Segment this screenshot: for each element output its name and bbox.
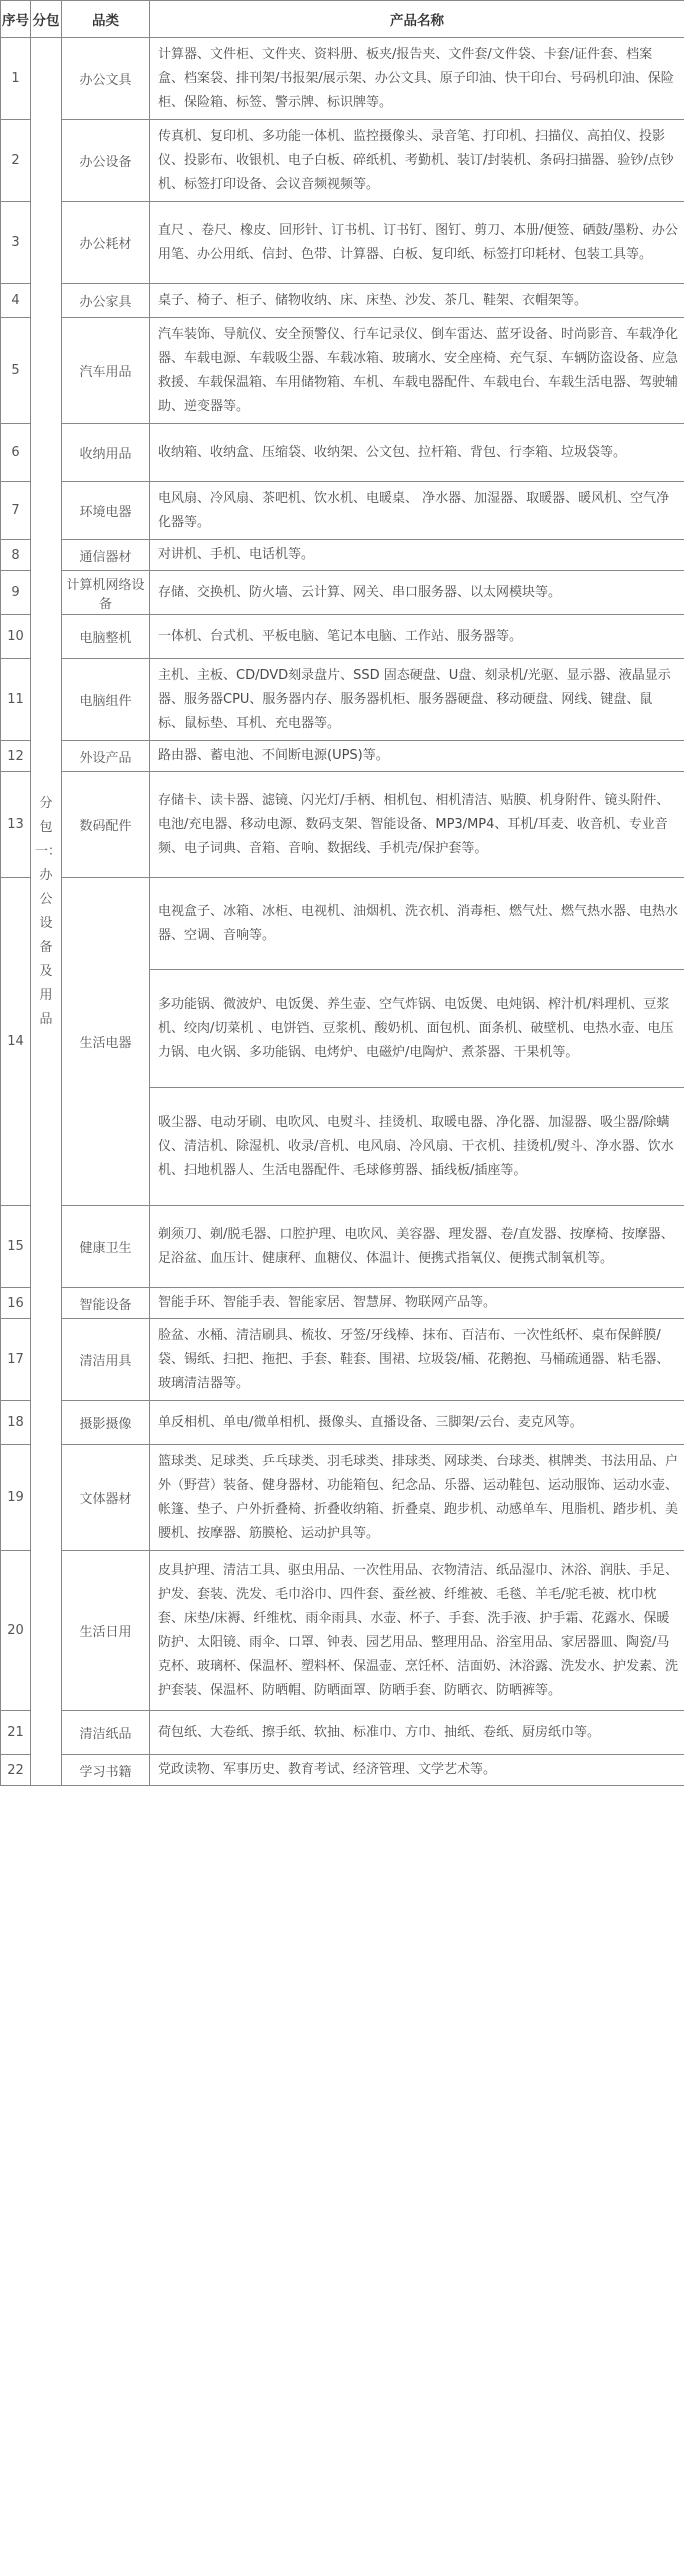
- category-cell: 计算机网络设备: [62, 571, 150, 615]
- category-cell: 数码配件: [62, 772, 150, 878]
- products-cell: 直尺 、卷尺、橡皮、回形针、订书机、订书钉、图钉、剪刀、本册/便签、硒鼓/墨粉、办公用笔、办公用纸、信封、色带、计算器、白板、复印纸、标签打印耗材、包装工具等。: [150, 202, 684, 284]
- row-index: 12: [1, 741, 31, 772]
- table-row: [1, 1445, 684, 1551]
- products-cell: 皮具护理、清洁工具、驱虫用品、一次性用品、衣物清洁、纸品湿巾、沐浴、润肤、手足、护发、套装、洗发、毛巾浴巾、四件套、蚕丝被、纤维被、毛毯、羊毛/驼毛被、枕巾枕套、床垫/床褥、纤维枕、雨伞雨具、水壶、杯子、手套、洗手液、护手霜、花露水、保暖防护、太阳镜、雨伞、口罩、钟表、园艺用品、整理用品、浴室用品、家居器皿、陶瓷/马克杯、玻璃杯、保温杯、塑料杯、保温壶、烹饪杯、洁面奶、沐浴露、洗发水、护发素、洗护套装、保温杯、防晒帽、防晒面罩、防晒手套、防晒衣、防晒裤等。: [150, 1551, 684, 1711]
- row-index: 2: [1, 120, 31, 202]
- category-cell: 健康卫生: [62, 1206, 150, 1288]
- header-package: 分包: [31, 1, 62, 38]
- category-cell: 通信器材: [62, 540, 150, 571]
- table-row: [1, 424, 684, 482]
- category-cell: 办公耗材: [62, 202, 150, 284]
- table-row: [1, 120, 684, 202]
- products-cell: 多功能锅、微波炉、电饭煲、养生壶、空气炸锅、电饭煲、电炖锅、榨汁机/料理机、豆浆机、绞肉/切菜机 、电饼铛、豆浆机、酸奶机、面包机、面条机、破壁机、电热水壶、电压力锅、电火锅、多功能锅、电烤炉、电磁炉/电陶炉、煮茶器、干果机等。: [150, 970, 684, 1088]
- row-index: 21: [1, 1711, 31, 1755]
- products-cell: 电视盒子、冰箱、冰柜、电视机、油烟机、洗衣机、消毒柜、燃气灶、燃气热水器、电热水器、空调、音响等。: [150, 878, 684, 970]
- products-cell: 计算器、文件柜、文件夹、资料册、板夹/报告夹、文件套/文件袋、卡套/证件套、档案盒、档案袋、排刊架/书报架/展示架、办公文具、原子印油、快干印台、号码机印油、保险柜、保险箱、标签、警示牌、标识牌等。: [150, 38, 684, 120]
- row-index: 9: [1, 571, 31, 615]
- products-cell: 荷包纸、大卷纸、擦手纸、软抽、标准巾、方巾、抽纸、卷纸、厨房纸巾等。: [150, 1711, 684, 1755]
- table-row: [1, 1288, 684, 1319]
- table-row: [1, 1551, 684, 1711]
- row-index: 20: [1, 1551, 31, 1711]
- category-cell: 生活电器: [62, 878, 150, 1206]
- table-row: [1, 571, 684, 615]
- header-index: 序号: [1, 1, 31, 38]
- table-row: [1, 318, 684, 424]
- products-cell: 汽车装饰、导航仪、安全预警仪、行车记录仪、倒车雷达、蓝牙设备、时尚影音、车载净化器、车载电源、车载吸尘器、车载冰箱、玻璃水、安全座椅、充气泵、车辆防盗设备、应急救援、车载保温箱、车用储物箱、车机、车载电器配件、车载电台、车载生活电器、驾驶辅助、逆变器等。: [150, 318, 684, 424]
- row-index: 7: [1, 482, 31, 540]
- products-cell: 主机、主板、CD/DVD刻录盘片、SSD 固态硬盘、U盘、刻录机/光驱、显示器、液晶显示器、服务器CPU、服务器内存、服务器机柜、服务器硬盘、移动硬盘、网线、键盘、鼠标、鼠标垫、耳机、充电器等。: [150, 659, 684, 741]
- row-index: 15: [1, 1206, 31, 1288]
- products-cell: 党政读物、军事历史、教育考试、经济管理、文学艺术等。: [150, 1755, 684, 1786]
- category-cell: 汽车用品: [62, 318, 150, 424]
- table-row: [1, 482, 684, 540]
- category-cell: 环境电器: [62, 482, 150, 540]
- category-cell: 文体器材: [62, 1445, 150, 1551]
- table-header-row: [1, 1, 684, 38]
- table-row: [1, 772, 684, 878]
- table-row: [1, 1206, 684, 1288]
- header-products: 产品名称: [150, 1, 684, 38]
- header-category: 品类: [62, 1, 150, 38]
- category-cell: 办公文具: [62, 38, 150, 120]
- products-cell: 收纳箱、收纳盒、压缩袋、收纳架、公文包、拉杆箱、背包、行李箱、垃圾袋等。: [150, 424, 684, 482]
- products-cell: 篮球类、足球类、乒乓球类、羽毛球类、排球类、网球类、台球类、棋牌类、书法用品、户外（野营）装备、健身器材、功能箱包、纪念品、乐器、运动鞋包、运动服饰、运动水壶、帐篷、垫子、户外折叠椅、折叠收纳箱、折叠桌、跑步机、动感单车、甩脂机、踏步机、美腰机、按摩器、筋膜枪、运动护具等。: [150, 1445, 684, 1551]
- products-cell: 对讲机、手机、电话机等。: [150, 540, 684, 571]
- row-index: 13: [1, 772, 31, 878]
- products-cell: 智能手环、智能手表、智能家居、智慧屏、物联网产品等。: [150, 1288, 684, 1319]
- category-cell: 生活日用: [62, 1551, 150, 1711]
- category-cell: 办公设备: [62, 120, 150, 202]
- products-cell: 单反相机、单电/微单相机、摄像头、直播设备、三脚架/云台、麦克风等。: [150, 1401, 684, 1445]
- category-cell: 清洁用具: [62, 1319, 150, 1401]
- products-cell: 存储卡、读卡器、滤镜、闪光灯/手柄、相机包、相机清洁、贴膜、机身附件、镜头附件、电池/充电器、移动电源、数码支架、智能设备、MP3/MP4、耳机/耳麦、收音机、专业音频、电子词典、音箱、音响、数据线、手机壳/保护套等。: [150, 772, 684, 878]
- row-index: 16: [1, 1288, 31, 1319]
- row-index: 1: [1, 38, 31, 120]
- row-index: 11: [1, 659, 31, 741]
- category-cell: 电脑组件: [62, 659, 150, 741]
- category-cell: 智能设备: [62, 1288, 150, 1319]
- table-row: [1, 615, 684, 659]
- row-index: 3: [1, 202, 31, 284]
- row-index: 4: [1, 284, 31, 318]
- row-index: 14: [1, 878, 31, 1206]
- table-row: [1, 202, 684, 284]
- products-cell: 剃须刀、剃/脱毛器、口腔护理、电吹风、美容器、理发器、卷/直发器、按摩椅、按摩器、足浴盆、血压计、健康秤、血糖仪、体温计、便携式指氧仪、便携式制氧机等。: [150, 1206, 684, 1288]
- row-index: 18: [1, 1401, 31, 1445]
- package-cell: 分包一：办公设备及用品: [31, 38, 62, 1786]
- table-row: [1, 38, 684, 120]
- table-row: [1, 1711, 684, 1755]
- table-row: [1, 878, 684, 970]
- products-cell: 一体机、台式机、平板电脑、笔记本电脑、工作站、服务器等。: [150, 615, 684, 659]
- category-cell: 清洁纸品: [62, 1711, 150, 1755]
- row-index: 5: [1, 318, 31, 424]
- category-cell: 办公家具: [62, 284, 150, 318]
- products-cell: 存储、交换机、防火墙、云计算、网关、串口服务器、以太网模块等。: [150, 571, 684, 615]
- table-row: [1, 659, 684, 741]
- table-row: [1, 1755, 684, 1786]
- products-cell: 脸盆、水桶、清洁刷具、梳妆、牙签/牙线棒、抹布、百洁布、一次性纸杯、桌布保鲜膜/袋、锡纸、扫把、拖把、手套、鞋套、围裙、垃圾袋/桶、花鹅抱、马桶疏通器、粘毛器、玻璃清洁器等。: [150, 1319, 684, 1401]
- products-cell: 传真机、复印机、多功能一体机、监控摄像头、录音笔、打印机、扫描仪、高拍仪、投影仪、投影布、收银机、电子白板、碎纸机、考勤机、装订/封装机、条码扫描器、验钞/点钞机、标签打印设备、会议音频视频等。: [150, 120, 684, 202]
- row-index: 17: [1, 1319, 31, 1401]
- row-index: 10: [1, 615, 31, 659]
- table-row: [1, 1319, 684, 1401]
- table-row: [1, 284, 684, 318]
- category-cell: 外设产品: [62, 741, 150, 772]
- category-cell: 收纳用品: [62, 424, 150, 482]
- category-cell: 摄影摄像: [62, 1401, 150, 1445]
- row-index: 19: [1, 1445, 31, 1551]
- row-index: 6: [1, 424, 31, 482]
- category-cell: 电脑整机: [62, 615, 150, 659]
- products-cell: 电风扇、冷风扇、茶吧机、饮水机、电暖桌、 净水器、加湿器、取暖器、暖风机、空气净化器等。: [150, 482, 684, 540]
- row-index: 22: [1, 1755, 31, 1786]
- table-row: [1, 540, 684, 571]
- products-cell: 吸尘器、电动牙刷、电吹风、电熨斗、挂烫机、取暖电器、净化器、加湿器、吸尘器/除螨仪、清洁机、除湿机、收录/音机、电风扇、冷风扇、干衣机、挂烫机/熨斗、净水器、饮水机、扫地机器人、生活电器配件、毛球修剪器、插线板/插座等。: [150, 1088, 684, 1206]
- row-index: 8: [1, 540, 31, 571]
- products-cell: 桌子、椅子、柜子、储物收纳、床、床垫、沙发、茶几、鞋架、衣帽架等。: [150, 284, 684, 318]
- table-row: [1, 741, 684, 772]
- products-cell: 路由器、蓄电池、不间断电源(UPS)等。: [150, 741, 684, 772]
- category-cell: 学习书籍: [62, 1755, 150, 1786]
- table-row: [1, 1401, 684, 1445]
